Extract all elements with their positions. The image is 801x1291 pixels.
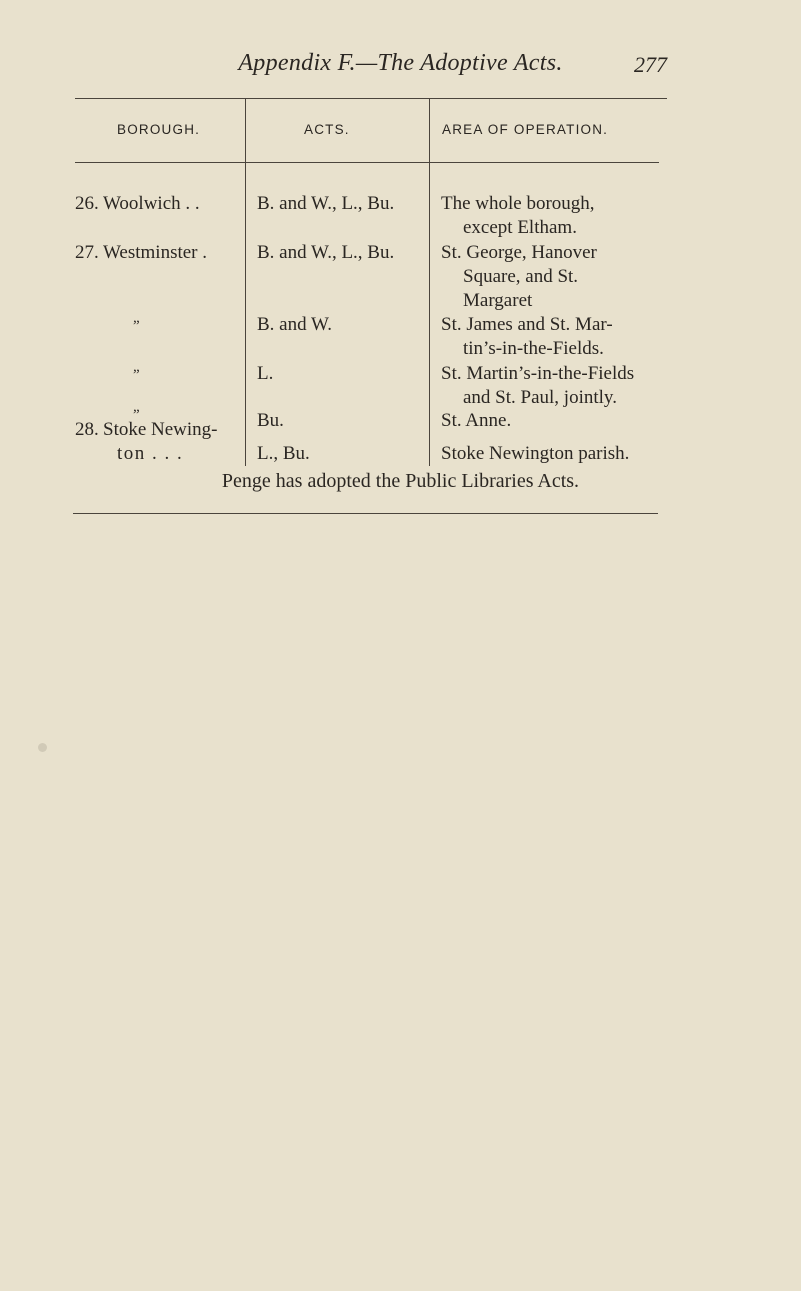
- acts-cell: B. and W., L., Bu.: [257, 242, 395, 263]
- ditto-mark: ”: [133, 318, 140, 334]
- header-acts: ACTS.: [304, 122, 350, 137]
- table-top-rule: [75, 98, 667, 99]
- borough-line: ton . . .: [117, 443, 184, 464]
- area-line: The whole borough,: [441, 193, 595, 214]
- acts-cell: L., Bu.: [257, 443, 310, 464]
- acts-cell: B. and W.: [257, 314, 332, 335]
- acts-cell: Bu.: [257, 410, 284, 431]
- area-line: Margaret: [463, 290, 533, 311]
- area-line: and St. Paul, jointly.: [463, 387, 617, 408]
- header-area: AREA OF OPERATION.: [442, 122, 609, 137]
- ditto-mark: ”: [133, 407, 140, 423]
- borough-cell: Westminster .: [103, 242, 208, 263]
- area-line: St. James and St. Mar-: [441, 314, 613, 335]
- table-header-rule: [75, 162, 659, 163]
- area-line: St. Anne.: [441, 410, 512, 431]
- table-footnote: Penge has adopted the Public Libraries Acts.: [221, 470, 580, 492]
- running-head: [0, 50, 801, 84]
- page-number: 277: [634, 52, 667, 77]
- row-number: 27.: [75, 242, 99, 263]
- table-bottom-rule: [73, 513, 658, 514]
- paper-spot: [38, 743, 47, 752]
- area-line: Stoke Newington parish.: [441, 443, 630, 464]
- running-title: Appendix F.—The Adoptive Acts.: [238, 50, 563, 76]
- borough-cell: Woolwich . .: [103, 193, 200, 214]
- area-line: St. George, Hanover: [441, 242, 597, 263]
- acts-cell: B. and W., L., Bu.: [257, 193, 395, 214]
- borough-line: Stoke Newing-: [103, 419, 218, 440]
- area-line: St. Martin’s-in-the-Fields: [441, 363, 635, 384]
- area-line: except Eltham.: [463, 217, 577, 238]
- area-line: tin’s-in-the-Fields.: [463, 338, 604, 359]
- ditto-mark: ”: [133, 367, 140, 383]
- row-number: 26.: [75, 193, 99, 214]
- acts-cell: L.: [257, 363, 274, 384]
- header-borough: BOROUGH.: [117, 122, 201, 137]
- row-number: 28.: [75, 419, 99, 440]
- column-divider-1: [245, 98, 246, 466]
- column-divider-2: [429, 98, 430, 466]
- area-line: Square, and St.: [463, 266, 579, 287]
